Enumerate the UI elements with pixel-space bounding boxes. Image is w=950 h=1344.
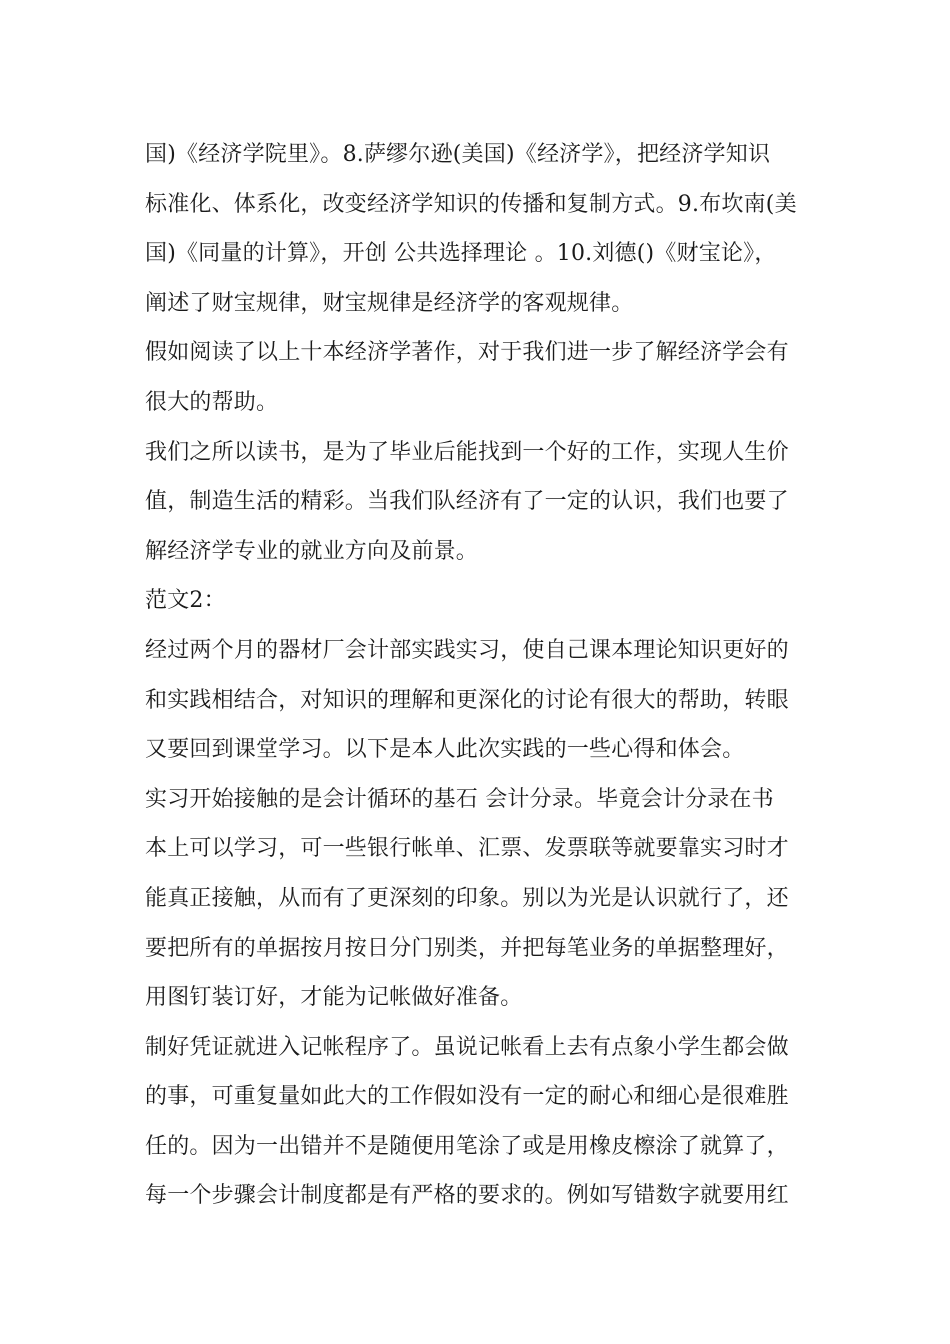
text-line: 我们之所以读书，是为了毕业后能找到一个好的工作，实现人生价 [145, 439, 789, 465]
text-line: 本上可以学习，可一些银行帐单、汇票、发票联等就要靠实习时才 [145, 836, 789, 862]
document-body [145, 130, 825, 1221]
text-line: 又要回到课堂学习。以下是本人此次实践的一些心得和体会。 [145, 737, 745, 763]
text-line: 要把所有的单据按月按日分门别类，并把每笔业务的单据整理好， [145, 935, 789, 961]
text-line: 解经济学专业的就业方向及前景。 [145, 538, 479, 564]
text-line: 国)《同量的计算》，开创 公共选择理论 。10.刘德()《财宝论》， [145, 241, 777, 267]
text-line: 经过两个月的器材厂会计部实践实习，使自己课本理论知识更好的 [145, 637, 789, 663]
text-line: 任的。因为一出错并不是随便用笔涂了或是用橡皮檫涂了就算了， [145, 1133, 789, 1159]
text-line: 假如阅读了以上十本经济学著作，对于我们进一步了解经济学会有 [145, 340, 789, 366]
text-line: 标准化、体系化，改变经济学知识的传播和复制方式。9.布坎南(美 [145, 191, 797, 217]
text-line: 和实践相结合，对知识的理解和更深化的讨论有很大的帮助，转眼 [145, 687, 789, 713]
text-line: 很大的帮助。 [145, 389, 279, 415]
text-line: 阐述了财宝规律，财宝规律是经济学的客观规律。 [145, 290, 634, 316]
section-heading: 范文2： [145, 588, 226, 614]
text-line: 的事，可重复量如此大的工作假如没有一定的耐心和细心是很难胜 [145, 1084, 789, 1110]
text-line: 每一个步骤会计制度都是有严格的要求的。例如写错数字就要用红 [145, 1183, 789, 1209]
text-line: 国)《经济学院里》。8.萨缪尔逊(美国)《经济学》，把经济学知识 [145, 142, 771, 167]
text-line: 能真正接触，从而有了更深刻的印象。别以为光是认识就行了，还 [145, 885, 789, 911]
text-line: 用图钉装订好，才能为记帐做好准备。 [145, 985, 523, 1011]
text-line: 实习开始接触的是会计循环的基石 会计分录。毕竟会计分录在书 [145, 786, 774, 812]
text-line: 制好凭证就进入记帐程序了。虽说记帐看上去有点象小学生都会做 [145, 1034, 789, 1060]
text-line: 值，制造生活的精彩。当我们队经济有了一定的认识，我们也要了 [145, 489, 789, 515]
